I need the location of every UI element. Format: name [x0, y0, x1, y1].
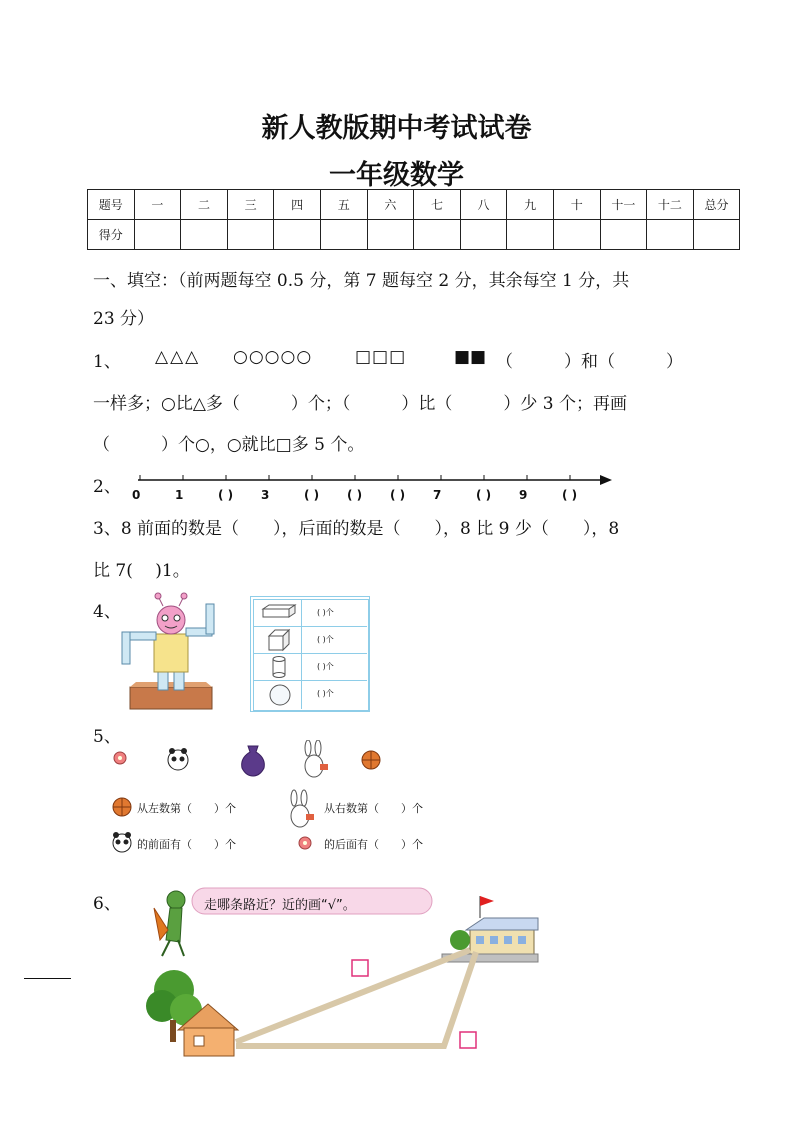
score-entry-cell[interactable]	[647, 220, 694, 250]
q1-triangles: △△△	[155, 347, 201, 367]
robot-forearm-right	[206, 604, 214, 634]
rabbit-icon	[282, 788, 322, 830]
robot-leg-left	[158, 672, 168, 690]
score-header-cell: 十一	[600, 190, 647, 220]
score-entry-cell[interactable]	[181, 220, 228, 250]
speech-bubble-text: 走哪条路近？近的画“√”。	[204, 898, 356, 913]
section1-heading: 一、填空：（前两题每空 0.5 分，第 7 题每空 2 分，其余每空 1 分，共	[93, 271, 630, 291]
score-table-header-row	[88, 190, 740, 220]
cylinder-count: ( )个	[317, 662, 334, 671]
q5-row2-right: 的后面有（ ）个	[324, 838, 423, 851]
score-header-cell: 三	[227, 190, 274, 220]
score-row-label: 得分	[88, 220, 135, 250]
margin-rule	[24, 978, 71, 979]
score-entry-cell[interactable]	[600, 220, 647, 250]
sphere-icon	[267, 682, 293, 708]
basketball-icon	[110, 796, 134, 818]
score-header-cell: 五	[320, 190, 367, 220]
basketball-icon	[362, 751, 380, 769]
panda-icon	[110, 830, 134, 854]
score-header-cell: 二	[181, 190, 228, 220]
q1-line2: 一样多；○比△多（ ）个；（ ）比（ ）少 3 个；再画	[93, 394, 628, 414]
answer-box-indirect[interactable]	[460, 1032, 476, 1048]
q4-number: 4、	[93, 602, 121, 622]
number-line-label: 9	[519, 488, 528, 502]
q1-circles: ○○○○○	[233, 347, 313, 367]
score-header-cell: 十二	[647, 190, 694, 220]
robot-leg-right	[174, 672, 184, 690]
number-line-label: ( )	[562, 488, 578, 502]
house-with-tree-icon	[146, 970, 238, 1056]
cylinder-icon	[269, 655, 291, 679]
cube-icon	[265, 628, 293, 652]
panda-icon	[168, 748, 188, 770]
robot-base-top	[130, 682, 212, 687]
number-line-arrow-icon	[600, 475, 612, 485]
score-header-cell: 八	[460, 190, 507, 220]
flower-icon	[114, 752, 126, 764]
q1-tail: （ ）和（ ）	[496, 352, 683, 372]
cube-count: ( )个	[317, 635, 334, 644]
q2-number: 2、	[93, 477, 121, 497]
q5-number: 5、	[93, 727, 121, 747]
q5-row2-left: 的前面有（ ）个	[137, 838, 236, 851]
number-line-label: 3	[261, 488, 270, 502]
object-row	[108, 740, 388, 782]
number-line-label: ( )	[304, 488, 320, 502]
flag-icon	[480, 896, 494, 906]
page-title: 新人教版期中考试试卷	[261, 113, 532, 144]
score-entry-cell[interactable]	[320, 220, 367, 250]
number-line-label: ( )	[218, 488, 234, 502]
q1-black-squares: ■■	[454, 347, 487, 367]
number-line-label: ( )	[390, 488, 406, 502]
flower-icon	[295, 834, 315, 852]
score-header-cell: 九	[507, 190, 554, 220]
robot-figure	[118, 592, 218, 716]
robot-head	[157, 606, 185, 634]
score-table	[87, 189, 740, 250]
cuboid-icon	[259, 603, 299, 625]
indirect-path	[236, 952, 476, 1046]
robot-body	[154, 634, 188, 672]
number-line-label: 1	[175, 488, 184, 502]
q3-line1: 3、8 前面的数是（ ），后面的数是（ ），8 比 9 少（ ），8	[93, 519, 620, 539]
score-entry-cell[interactable]	[274, 220, 321, 250]
score-table-score-row	[88, 220, 740, 250]
q3-line2: 比 7( )1。	[93, 561, 190, 581]
direct-path	[236, 950, 470, 1042]
section1-heading-cont: 23 分）	[93, 309, 155, 329]
q1-number: 1、	[93, 352, 121, 372]
score-header-cell: 六	[367, 190, 414, 220]
score-header-cell: 一	[134, 190, 181, 220]
number-line-label: 7	[433, 488, 442, 502]
rabbit-icon	[305, 740, 328, 777]
score-entry-cell[interactable]	[367, 220, 414, 250]
q5-row1-right: 从右数第（ ）个	[324, 802, 423, 815]
q1-line3: （ ）个○，○就比□多 5 个。	[93, 435, 365, 455]
number-line-label: ( )	[476, 488, 492, 502]
shape-count-table	[250, 596, 370, 712]
score-entry-cell[interactable]	[460, 220, 507, 250]
vase-icon	[242, 746, 265, 776]
robot-forearm-left	[122, 632, 130, 664]
grasshopper-icon	[154, 891, 185, 956]
number-line-label: ( )	[347, 488, 363, 502]
q6-number: 6、	[93, 894, 121, 914]
cuboid-count: ( )个	[317, 608, 334, 617]
score-entry-cell[interactable]	[414, 220, 461, 250]
score-header-cell: 十	[553, 190, 600, 220]
score-entry-cell[interactable]	[553, 220, 600, 250]
score-header-cell: 总分	[693, 190, 740, 220]
score-entry-cell[interactable]	[134, 220, 181, 250]
score-header-cell: 七	[414, 190, 461, 220]
score-header-cell: 四	[274, 190, 321, 220]
score-entry-cell[interactable]	[507, 220, 554, 250]
q5-row1-left: 从左数第（ ）个	[137, 802, 236, 815]
score-entry-cell[interactable]	[227, 220, 274, 250]
score-header-cell: 题号	[88, 190, 135, 220]
number-line	[130, 472, 620, 508]
school-building-icon	[442, 896, 538, 962]
q1-squares: □□□	[355, 347, 407, 367]
score-entry-cell[interactable]	[693, 220, 740, 250]
answer-box-direct[interactable]	[352, 960, 368, 976]
sphere-count: ( )个	[317, 689, 334, 698]
page-subtitle: 一年级数学	[329, 160, 464, 191]
number-line-label: 0	[132, 488, 141, 502]
robot-base	[130, 687, 212, 709]
